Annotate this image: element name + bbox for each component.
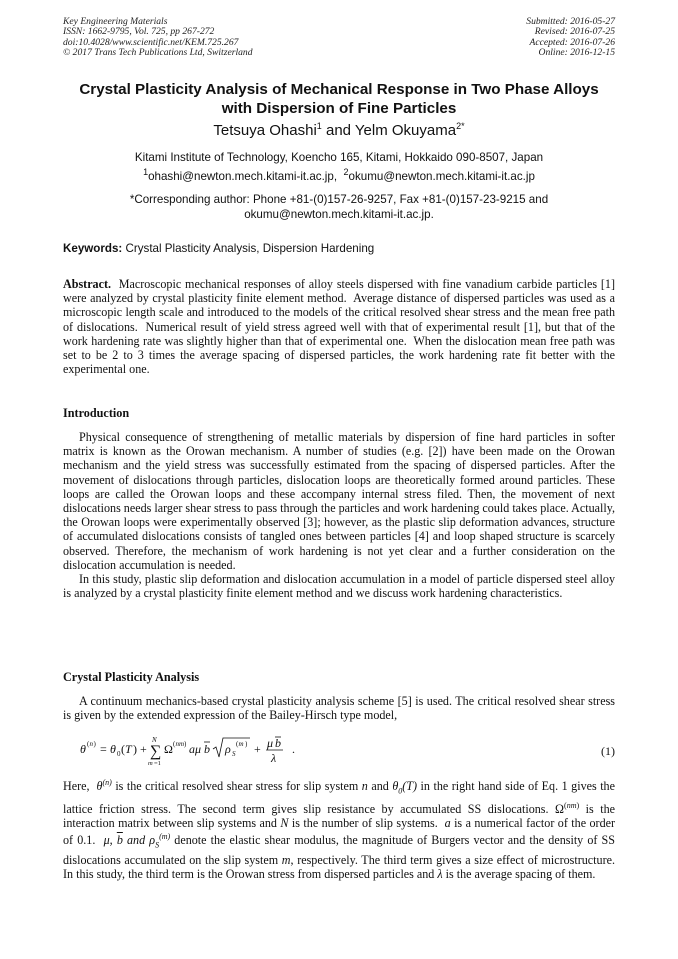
abstract-label: Abstract. — [63, 277, 112, 291]
email-2[interactable]: okumu@newton.mech.kitami-it.ac.jp — [348, 170, 535, 183]
equation-number: (1) — [601, 744, 615, 758]
title-line-1: Crystal Plasticity Analysis of Mechanical Response in Two Phase Alloys — [79, 81, 599, 98]
svg-text:=1: =1 — [154, 760, 161, 767]
cpa-paragraph-2: Here, $\theta^{(n)}$ is the critical resolved shear stress for slip system n and $\theta_0(T)$ in the right hand side of Eq. 1 gives the lattice friction stress. The second term gives slip resistance by accumulated SS dislocations. $\Omega^{(nm)}$ is the interaction matrix between slip systems and N is the number of slip systems. a is a numerical factor of the order of 0.1. μ, $\overline{b}$ and $\rho_S^{(m)}$ denote the elastic shear modulus, the magnitude of Burgers vector and the density of SS dislocations accumulated on the slip system m, respectively. The third term gives a size effect of microstructure. In this study, the third term is the Orowan stress from dispersed particles and λ is the average spacing of them. — [63, 778, 619, 881]
online-date: Online: 2016-12-15 — [538, 47, 615, 59]
svg-text:ρ: ρ — [225, 742, 231, 756]
svg-text:.: . — [292, 742, 295, 756]
equation-1 — [80, 734, 615, 768]
svg-text:(: ( — [87, 740, 90, 748]
svg-text:b: b — [204, 742, 210, 756]
svg-text:N: N — [152, 736, 157, 744]
svg-text:T: T — [125, 742, 132, 756]
svg-text:θ: θ — [110, 742, 116, 756]
intro-paragraph-1: Physical consequence of strengthening of metallic materials by dispersion of fine hard particles in softer matrix is known as the Orowan mechanism. A number of studies (e.g. [2]) have been made on the Orowan mechanism and the yield stress was successfully estimated from the spacing of dispersed particles. After the movement of dislocations through particles, dislocation loops are theoretically formed around particles. These loops are called the Orowan loops and these accompany internal stress filed. Then, the movement of next dislocations needs larger shear stress to pass through the particles and work hardening could takes place. Actually, the Orowan loops were experimentally observed [3]; however, as the plastic slip deformation advances, structure of accumulated dislocations consists of tangled ones between particles [4] and loop shaped structure is scarcely observed. Therefore, the mechanism of work hardening is not yet clear and a further consideration on the dislocation accumulation is needed. — [63, 430, 615, 572]
svg-text:b: b — [275, 736, 281, 750]
svg-text:S: S — [232, 750, 236, 758]
svg-text:(: ( — [173, 740, 176, 748]
omega-symbol: $\Omega^{(nm)}$ — [555, 800, 580, 816]
issn-line: ISSN: 1662-9795, Vol. 725, pp 267-272 — [63, 26, 215, 38]
svg-text:0: 0 — [117, 750, 121, 758]
svg-text:θ: θ — [80, 742, 86, 756]
svg-text:aμ: aμ — [189, 742, 202, 756]
journal-info — [63, 17, 253, 59]
crystal-plasticity-heading: Crystal Plasticity Analysis — [63, 670, 200, 684]
svg-text:+: + — [254, 742, 261, 756]
keywords-label: Keywords: — [63, 242, 123, 255]
keywords-text: Crystal Plasticity Analysis, Dispersion Hardening — [122, 242, 375, 255]
theta-0-symbol: $\theta_0(T)$ — [392, 779, 418, 796]
cpa-paragraph-1: A continuum mechanics-based crystal plasticity analysis scheme [5] is used. The critical resolved shear stress is given by the extended expression of the Bailey-Hirsch type model, — [63, 694, 615, 723]
journal-name: Key Engineering Materials — [63, 16, 168, 27]
svg-text:): ) — [93, 740, 96, 748]
copyright-line: © 2017 Trans Tech Publications Ltd, Switzerland — [63, 47, 253, 59]
email-1[interactable]: ohashi@newton.mech.kitami-it.ac.jp, — [148, 170, 338, 183]
svg-text:+: + — [140, 742, 147, 756]
svg-text:n: n — [89, 740, 93, 748]
abstract — [63, 277, 619, 377]
svg-text:): ) — [245, 740, 248, 748]
intro-paragraph-2: In this study, plastic slip deformation and dislocation accumulation in a model of particle dispersed steel alloy is analyzed by a crystal plasticity finite element method and we discuss work hardening characteristics. — [63, 572, 615, 601]
svg-text:(: ( — [121, 742, 125, 756]
accepted-date: Accepted: 2016-07-26 — [529, 36, 615, 48]
abstract-text: Macroscopic mechanical responses of alloy steels dispersed with fine vanadium carbide particles [1] were analyzed by crystal plasticity finite element method. Average distance of dispersed particles was used as a microscopic length scale and introduced to the models of the critical resolved shear stress and the mean free path of dislocations. Numerical result of yield stress agreed well with that of experimental result [1], but that of the work hardening rate was slightly higher than that of experimental one. When the dislocation mean free path was set to be 2 to 3 times the average spacing of dispersed particles, the work hardening rate fit better with the experimental one. — [63, 277, 619, 377]
svg-text:nm: nm — [175, 740, 185, 748]
equation-formula — [80, 734, 320, 768]
dates-info — [526, 17, 615, 59]
author-1: Tetsuya Ohashi — [213, 122, 317, 139]
email-line — [40, 169, 638, 184]
corresponding-line-1: *Corresponding author: Phone +81-(0)157-26-9257, Fax +81-(0)157-23-9215 and — [129, 193, 549, 206]
author-2-affil: 2* — [456, 121, 465, 131]
svg-text:(: ( — [236, 740, 239, 748]
title-line-2: with Dispersion of Fine Particles — [221, 100, 457, 117]
mu-b-rho-symbols: μ, $\overline{b}$ and $\rho_S^{(m)}$ — [103, 832, 171, 850]
affiliation: Kitami Institute of Technology, Koencho 165, Kitami, Hokkaido 090-8507, Japan — [134, 151, 544, 164]
revised-date: Revised: 2016-07-25 — [534, 26, 615, 38]
corresponding-line-2: okumu@newton.mech.kitami-it.ac.jp. — [244, 208, 434, 221]
theta-n-symbol: $\theta^{(n)}$ — [96, 778, 112, 794]
svg-text:m: m — [148, 760, 153, 767]
introduction-heading: Introduction — [63, 406, 130, 420]
svg-text:=: = — [100, 742, 107, 756]
author-line — [40, 122, 638, 140]
doi-line: doi:10.4028/www.scientific.net/KEM.725.267 — [63, 36, 239, 48]
svg-text:Ω: Ω — [164, 742, 173, 756]
email-1-marker: 1 — [143, 167, 149, 178]
svg-text:λ: λ — [271, 751, 277, 765]
svg-text:∑: ∑ — [150, 743, 162, 760]
submitted-date: Submitted: 2016-05-27 — [526, 16, 615, 27]
corresponding-author — [40, 192, 638, 222]
paper-title — [40, 80, 638, 118]
svg-text:): ) — [133, 742, 137, 756]
introduction-body — [63, 430, 615, 600]
keywords — [63, 242, 615, 256]
svg-text:μ: μ — [267, 736, 274, 750]
author-conjunction: and — [321, 122, 355, 139]
author-2: Yelm Okuyama — [354, 122, 457, 139]
svg-text:): ) — [184, 740, 187, 748]
svg-text:m: m — [238, 740, 244, 748]
email-2-marker: 2 — [343, 167, 349, 178]
author-1-affil: 1 — [316, 121, 322, 131]
